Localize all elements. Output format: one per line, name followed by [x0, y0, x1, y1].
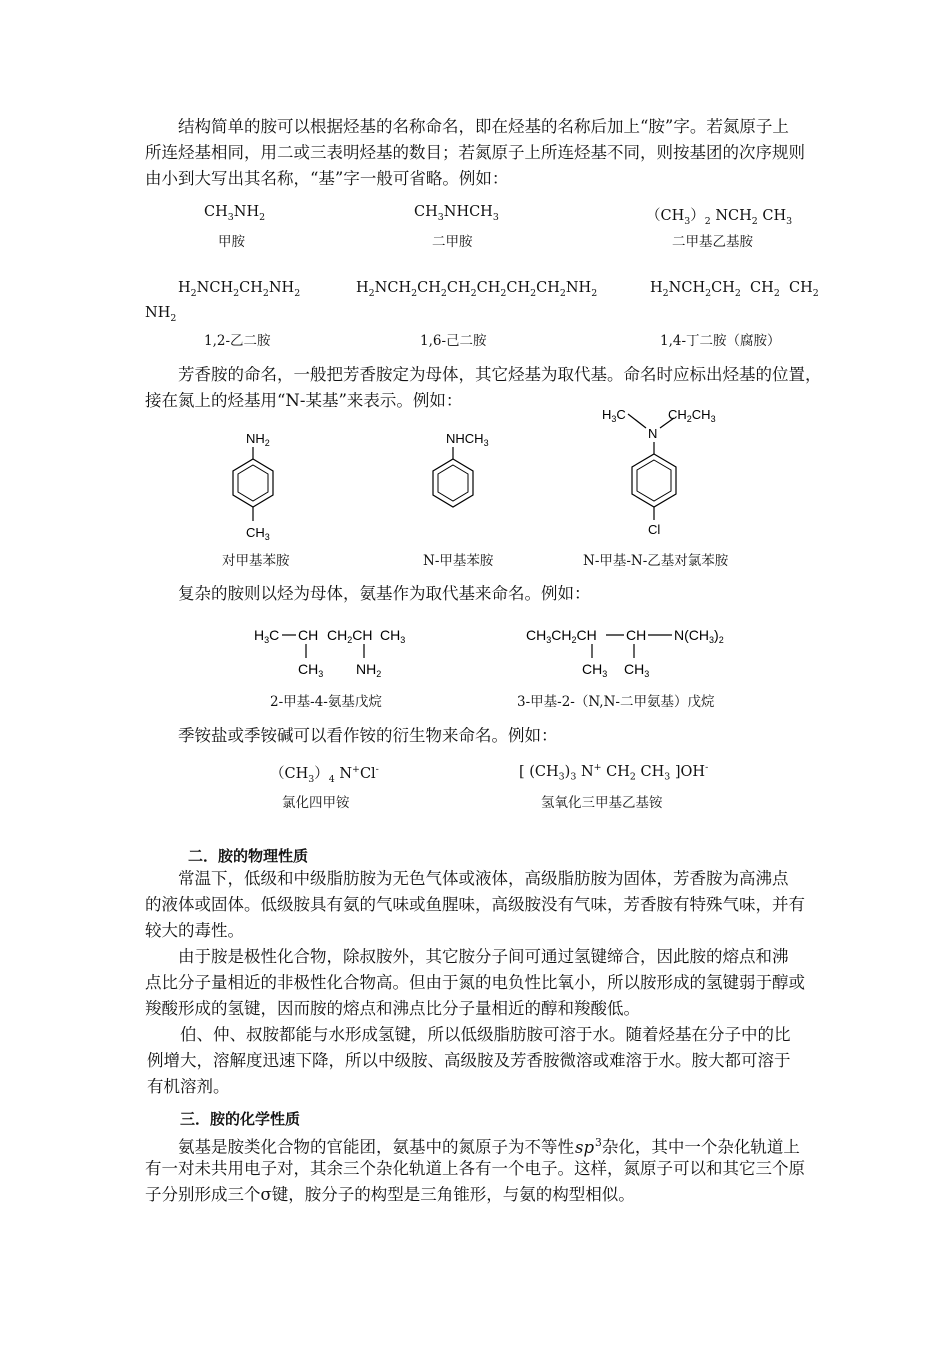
complex-line-1: 复杂的胺则以烃为母体，氨基作为取代基来命名。例如： — [178, 584, 591, 603]
intro-line-3: 由小到大写出其名称，“基”字一般可省略。例如： — [145, 169, 509, 188]
structure-p-toluidine — [215, 425, 285, 545]
sec2-p1-line-2: 的液体或固体。低级胺具有氨的气味或鱼腥味，高级胺没有气味，芳香胺有特殊气味，并有 — [145, 895, 805, 914]
formula-trimethylethylammonium-hydroxide: [ $(CH_3)_3$ N+ $CH_2$ $CH_3$ ]OH- — [519, 762, 709, 783]
name-ethylenediamine: 1,2-乙二胺 — [204, 333, 271, 349]
formula-putrescine: $H_2NCH_2CH_2$ $CH_2$ $CH_2$ — [650, 280, 819, 299]
formula-hexanediamine: $H_2NCH_2CH_2CH_2CH_2CH_2CH_2NH_2$ — [356, 280, 598, 299]
name-n-methyl-n-ethyl-p-chloroaniline: N-甲基-N-乙基对氯苯胺 — [583, 553, 729, 569]
svg-text:N: N — [648, 426, 658, 441]
sec2-p2-line-3: 羧酸形成的氢键，因而胺的熔点和沸点比分子量相近的醇和羧酸低。 — [145, 999, 640, 1018]
formula-methylamine: $CH_3NH_2$ — [204, 204, 266, 223]
structure-3-methyl-2-dimethylaminopentane — [524, 620, 734, 682]
structure-n-methylaniline — [420, 425, 510, 525]
svg-text:H3C: $H_3C$ — [254, 627, 280, 645]
svg-text:Cl: Cl — [648, 522, 661, 537]
svg-text:CH3: $CH_3$ — [246, 525, 270, 542]
sec3-line-2: 有一对未共用电子对，其余三个杂化轨道上各有一个电子。这样，氮原子可以和其它三个原 — [145, 1159, 805, 1178]
sec2-p2-line-2: 点比分子量相近的非极性化合物高。但由于氮的电负性比氧小，所以胺形成的氢键弱于醇或 — [145, 973, 805, 992]
sec2-p1-line-3: 较大的毒性。 — [145, 921, 244, 940]
svg-text:CH3: $CH_3$ — [582, 661, 608, 679]
sec2-p1-line-1: 常温下，低级和中级脂肪胺为无色气体或液体，高级脂肪胺为固体，芳香胺为高沸点 — [178, 869, 789, 888]
svg-text:NHCH3: $NHCH_3$ — [446, 431, 489, 448]
name-putrescine: 1,4-丁二胺（腐胺） — [660, 333, 781, 349]
sec2-p2-line-1: 由于胺是极性化合物，除叔胺外，其它胺分子间可通过氢键缔合，因此胺的熔点和沸 — [178, 947, 789, 966]
aromatic-line-1: 芳香胺的命名，一般把芳香胺定为母体，其它烃基为取代基。命名时应标出烃基的位置， — [178, 365, 822, 384]
svg-text:CH3: $CH_3$ — [380, 627, 406, 645]
aromatic-line-2: 接在氮上的烃基用“N-某基”来表示。例如： — [145, 391, 463, 410]
section-heading-chemical-properties: 三．胺的化学性质 — [180, 1110, 301, 1128]
name-p-toluidine: 对甲基苯胺 — [222, 553, 290, 569]
formula-dimethylethylamine: $(CH_3)_2$ $NCH_2$ $CH_3$ — [646, 208, 793, 227]
svg-text:H3C: $H_3C$ — [602, 407, 626, 424]
name-trimethylethylammonium-hydroxide: 氢氧化三甲基乙基铵 — [541, 795, 663, 811]
name-tetramethylammonium-chloride: 氯化四甲铵 — [282, 795, 350, 811]
sec3-line-3: 子分别形成三个σ键，胺分子的构型是三角锥形，与氨的构型相似。 — [145, 1185, 635, 1204]
svg-text:NH2: $NH_2$ — [356, 661, 382, 679]
formula-putrescine-wrap: $NH_2$ — [145, 305, 177, 324]
svg-text:CH3CH2CH: $CH_3CH_2CH$ — [526, 627, 597, 645]
name-dimethylethylamine: 二甲基乙基胺 — [672, 234, 753, 250]
name-n-methylaniline: N-甲基苯胺 — [423, 553, 494, 569]
formula-ethylenediamine: $H_2NCH_2CH_2NH_2$ — [178, 280, 301, 299]
sec3-line-1: 氨基是胺类化合物的官能团，氨基中的氮原子为不等性$sp^3$杂化，其中一个杂化轨道上 — [178, 1136, 800, 1157]
svg-text:CH3: $CH_3$ — [624, 661, 650, 679]
svg-text:N(CH3)2: $N(CH_3)_2$ — [674, 627, 724, 645]
sec2-p3-line-1: 伯、仲、叔胺都能与水形成氢键，所以低级脂肪胺可溶于水。随着烃基在分子中的比 — [180, 1025, 791, 1044]
svg-text:CH2CH3: $CH_2CH_3$ — [668, 407, 716, 424]
svg-text:CH: CH — [626, 627, 647, 643]
svg-text:CH3: $CH_3$ — [298, 661, 324, 679]
name-2-methyl-4-aminopentane: 2-甲基-4-氨基戊烷 — [270, 694, 382, 710]
name-3-methyl-2-dimethylaminopentane: 3-甲基-2-（N,N-二甲氨基）戊烷 — [517, 694, 715, 710]
quat-line-1: 季铵盐或季铵碱可以看作铵的衍生物来命名。例如： — [178, 726, 558, 745]
intro-line-1: 结构简单的胺可以根据烃基的名称命名，即在烃基的名称后加上“胺”字。若氮原子上 — [178, 117, 789, 136]
svg-text:CH2CH: $CH_2CH$ — [327, 627, 373, 645]
formula-dimethylamine: $CH_3NHCH_3$ — [414, 204, 499, 223]
sec2-p3-line-2: 例增大，溶解度迅速下降，所以中级胺、高级胺及芳香胺微溶或难溶于水。胺大都可溶于 — [147, 1051, 791, 1070]
sec2-p3-line-3: 有机溶剂。 — [147, 1077, 230, 1096]
name-methylamine: 甲胺 — [218, 234, 245, 250]
intro-line-2: 所连烃基相同，用二或三表明烃基的数目；若氮原子上所连烃基不同，则按基团的次序规则 — [145, 143, 805, 162]
name-hexanediamine: 1,6-己二胺 — [420, 333, 487, 349]
structure-n-methyl-n-ethyl-p-chloroaniline — [598, 402, 738, 542]
name-dimethylamine: 二甲胺 — [432, 234, 473, 250]
svg-text:CH: CH — [298, 627, 319, 643]
section-heading-physical-properties: 二．胺的物理性质 — [188, 847, 309, 865]
formula-tetramethylammonium-chloride: $(CH_3)_4$ N+Cl- — [270, 764, 379, 785]
svg-text:NH2: $NH_2$ — [246, 431, 270, 448]
structure-2-methyl-4-aminopentane — [252, 620, 422, 682]
